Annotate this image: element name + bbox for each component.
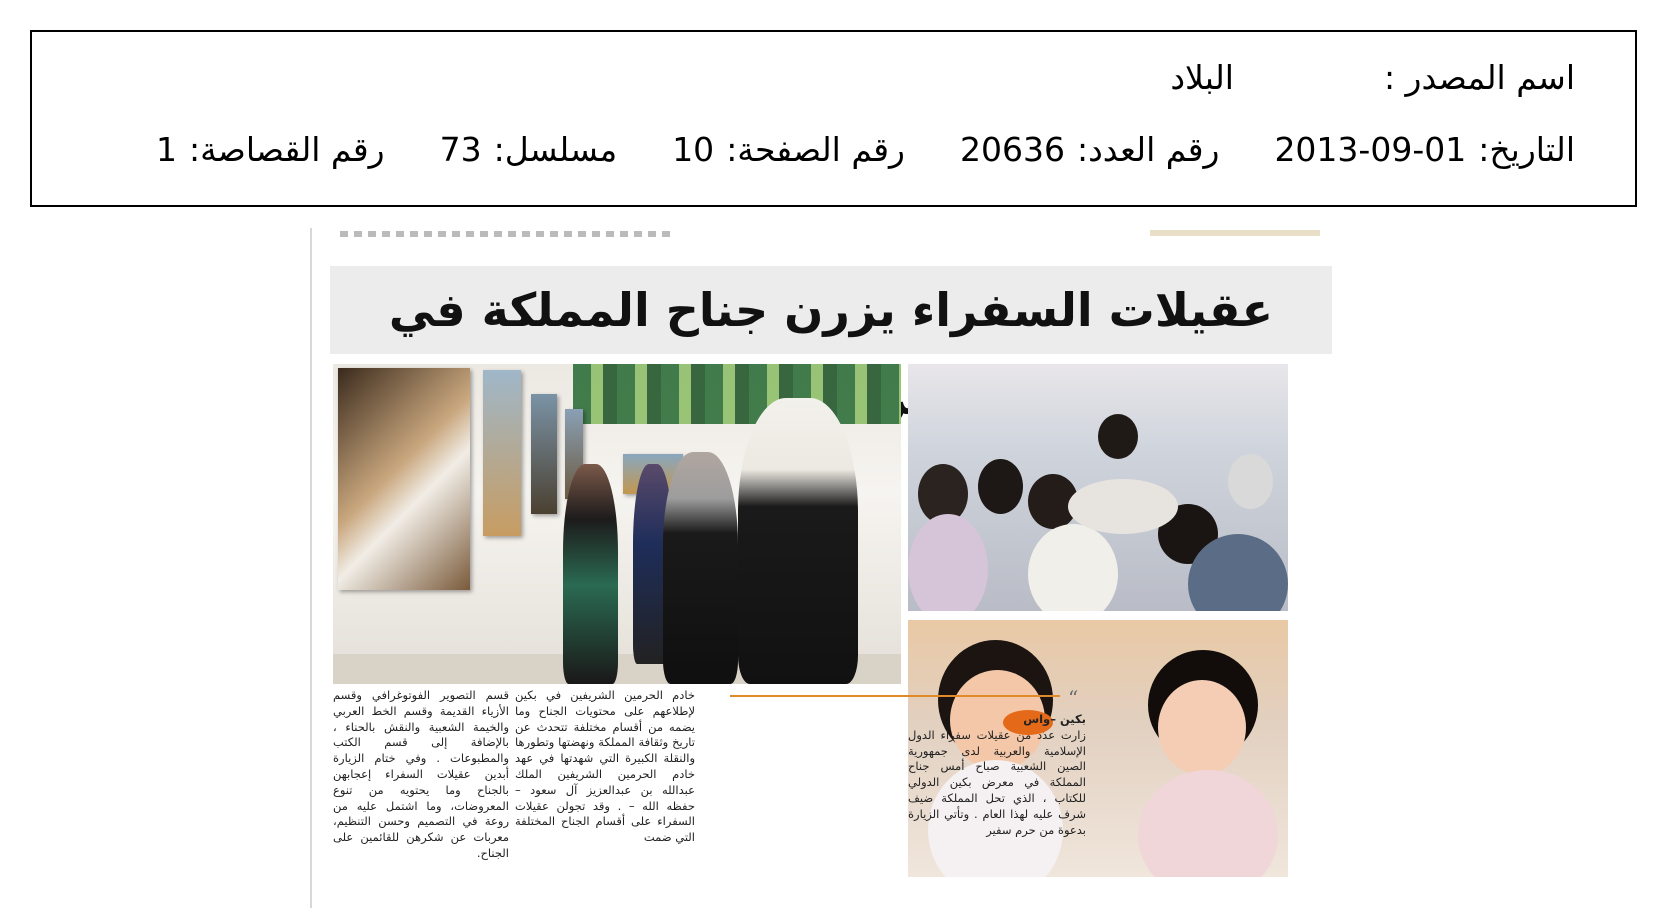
source-label: اسم المصدر : <box>1383 58 1575 97</box>
quote-mark: “ <box>1068 686 1079 710</box>
date-field <box>1274 130 1575 169</box>
article-column-1 <box>908 688 1086 838</box>
newspaper-clipping <box>310 228 1335 908</box>
article-dateline: بكين –واس <box>1023 712 1086 726</box>
headline-band <box>330 266 1332 354</box>
page-label: رقم الصفحة: <box>726 130 905 169</box>
issue-value: 20636 <box>960 130 1065 169</box>
clip-number-value: 1 <box>156 130 177 169</box>
crowd-head <box>1098 414 1138 459</box>
photo-visitor-3 <box>663 452 738 684</box>
clip-number-field <box>156 130 385 169</box>
clipping-edge <box>310 228 312 908</box>
serial-value: 73 <box>439 130 482 169</box>
page-field <box>672 130 905 169</box>
date-value: 2013-09-01 <box>1274 130 1467 169</box>
source-value-field <box>1170 58 1234 97</box>
crowd-head <box>1228 454 1273 509</box>
metadata-row-details <box>101 130 1575 169</box>
child-2-dress <box>1138 770 1278 877</box>
clipping-metadata-box <box>30 30 1637 207</box>
crowd-body <box>1028 524 1118 611</box>
previous-image-remnant <box>1150 230 1320 236</box>
article-column-2 <box>515 688 695 846</box>
article-column-3 <box>333 688 509 862</box>
date-label: التاريخ: <box>1478 130 1575 169</box>
photo-frame-3 <box>531 394 557 514</box>
serial-field <box>440 130 618 169</box>
article-column-1-text: زارت عدد من عقيلات سفراء الدول الإسلامية والعربية لدى جمهورية الصين الشعبية صباح أمس جناح المملكة في معرض بكين الدولي للكتاب ، الذي تحل المملكة ضيف شرف عليه لهذا العام . وتأتي الزيارة بدعوة من حرم سفير <box>908 727 1086 837</box>
source-field <box>1384 58 1575 97</box>
crowd-photo <box>908 364 1288 611</box>
article-column-3-text: قسم التصوير الفوتوغرافي وقسم الأزياء القديمة وقسم الخط العربي والخيمة الشعبية والنقش بالحناء ، بالإضافة إلى قسم الكتب والمطبوعات . وفي ختام الزيارة أبدين عقيلات السفراء إعجابهن بالجناح وما يحتويه من تنوع المعروضات، وما اشتمل عليه من روعة في التصميم وحسن التنظيم، معربات عن شكرهن للقائمين على الجناح. <box>333 688 509 860</box>
photo-visitor-4 <box>738 398 858 684</box>
exhibition-visit-photo <box>333 364 901 684</box>
issue-field <box>960 130 1219 169</box>
metadata-row-source <box>1170 58 1575 97</box>
child-2-face <box>1158 680 1246 775</box>
crowd-table <box>1068 479 1178 534</box>
crowd-body <box>908 514 988 611</box>
clip-number-label: رقم القصاصة: <box>189 130 385 169</box>
issue-label: رقم العدد: <box>1076 130 1220 169</box>
photo-visitor-1 <box>563 464 618 684</box>
photo-frame-2 <box>483 370 521 536</box>
crowd-head <box>978 459 1023 514</box>
photo-portrait-frame <box>338 368 470 590</box>
previous-article-remnant <box>340 231 670 237</box>
page-value: 10 <box>672 130 715 169</box>
source-value: البلاد <box>1170 58 1234 97</box>
article-headline: عقيلات السفراء يزرن جناح المملكة في <box>388 283 1274 337</box>
photo-garland-decoration <box>573 364 901 424</box>
serial-label: مسلسل: <box>493 130 618 169</box>
article-column-2-text: خادم الحرمين الشريفين في بكين لإطلاعهم على محتويات الجناح وما يضمه من أقسام مختلفة تتحدث عن تاريخ وثقافة المملكة ونهضتها وتطورها والنقلة الكبيرة التي شهدتها في عهد خادم الحرمين الشريفين الملك عبدالله بن عبدالعزيز آل سعود – حفظه الله – . وقد تجولن عقيلات السفراء على أقسام الجناح المختلفة التي ضمت <box>515 688 695 845</box>
